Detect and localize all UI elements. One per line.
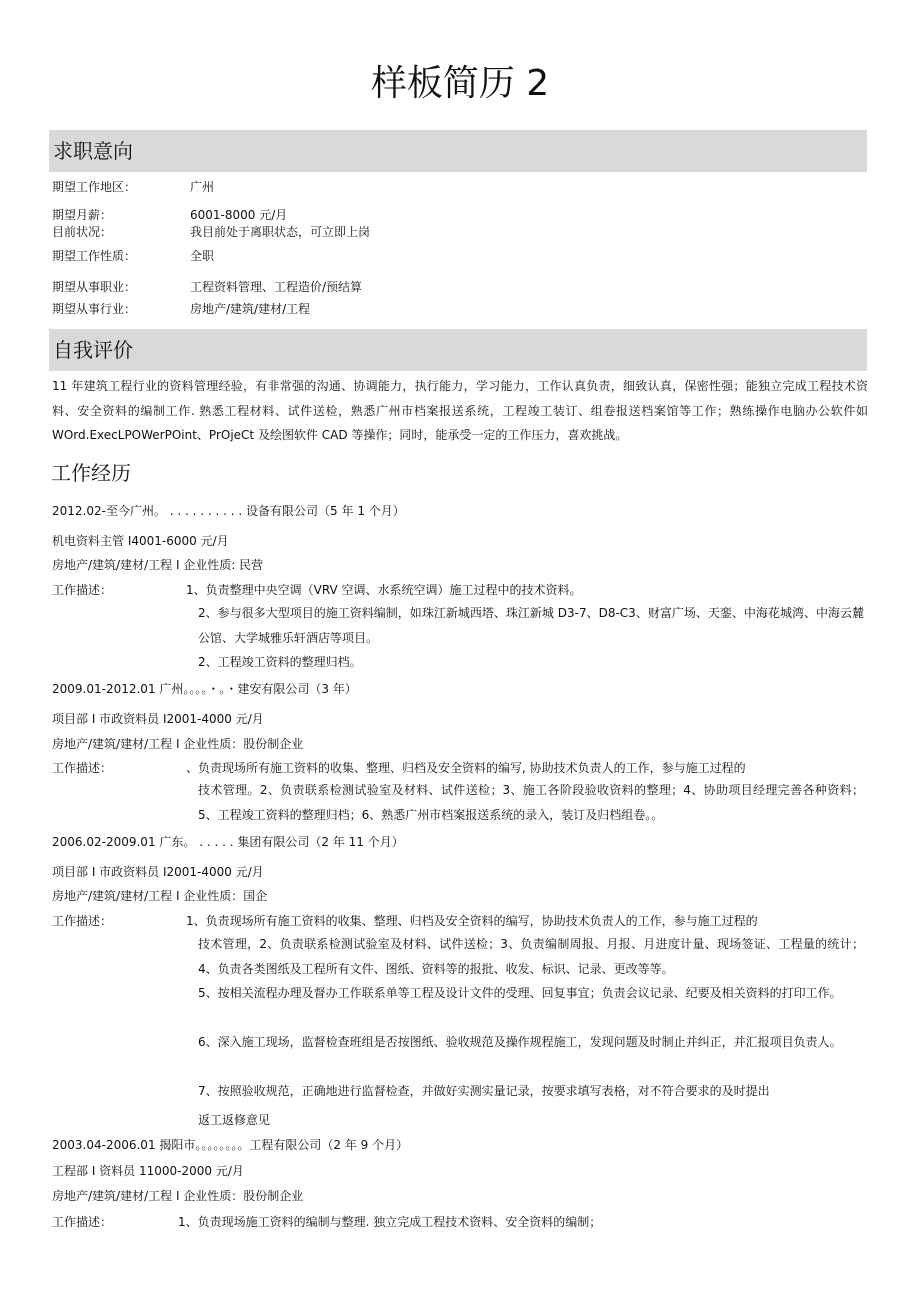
intent-label: 目前状况：	[52, 225, 113, 239]
job-desc-line: 1、负责现场所有施工资料的收集、整理、归档及安全资料的编写，协助技术负责人的工作，参与施工过程的	[186, 914, 758, 928]
job-desc-label: 工作描述：	[52, 583, 113, 597]
job-position: 工程部 I 资料员 11000-2000 元/月	[52, 1164, 244, 1178]
intent-value: 工程资料管理、工程造价/预结算	[190, 280, 363, 294]
intent-value: 6001-8000 元/月	[190, 208, 288, 222]
job-period: 2003.04-2006.01 揭阳市。。。。。。。。工程有限公司（2 年 9 个月）	[52, 1138, 409, 1152]
job-desc-item: 技术管理，2、负责联系检测试验室及材料、试件送检；3、负责编制周报、月报、月进度计量、现场签证、工程量的统计；4、负责各类图纸及工程所有文件、图纸、资料等的报批、收发、标识、记录、更改等等。	[198, 937, 864, 976]
intent-label: 期望月薪：	[52, 208, 113, 222]
job-position: 项目部 I 市政资料员 I2001-4000 元/月	[52, 712, 264, 726]
job-desc-item: 7、按照验收规范，正确地进行监督检查，并做好实测实量记录，按要求填写表格，对不符合要求的及时提出	[198, 1084, 770, 1098]
intent-value: 广州	[190, 180, 215, 194]
job-desc-label: 工作描述：	[52, 1215, 113, 1229]
job-position: 项目部 I 市政资料员 I2001-4000 元/月	[52, 865, 264, 879]
job-desc-item: 5、按相关流程办理及督办工作联系单等工程及设计文件的受理、回复事宜；负责会议记录、纪要及相关资料的打印工作。	[198, 986, 842, 1000]
job-desc-line: 1、负责整理中央空调（VRV 空调、水系统空调）施工过程中的技术资料。	[186, 583, 582, 597]
intent-value: 我目前处于离职状态，可立即上岗	[190, 225, 371, 239]
job-desc-item: 2、参与很多大型项目的施工资料编制，如珠江新城西塔、珠江新城 D3-7、D8-C3、财富广场、天銮、中海花城湾、中海云麓公馆、大学城雅乐轩酒店等项目。	[198, 606, 864, 645]
job-desc-label: 工作描述：	[52, 914, 113, 928]
intent-label: 期望工作地区：	[52, 180, 137, 194]
job-period: 2006.02-2009.01 广东。 . . . . . 集团有限公司（2 年 11 个月）	[52, 835, 404, 849]
job-industry: 房地产/建筑/建材/工程 I 企业性质：股份制企业	[52, 737, 304, 751]
job-desc-line: 1、负责现场施工资料的编制与整理. 独立完成工程技术资料、安全资料的编制；	[178, 1215, 602, 1229]
section-heading-experience: 工作经历	[51, 461, 131, 485]
job-industry: 房地产/建筑/建材/工程 I 企业性质: 民营	[52, 558, 264, 572]
job-period: 2012.02-至今广州。 . . . . . . . . . . 设备有限公司（5 年 1 个月）	[52, 504, 405, 518]
job-position: 机电资料主管 I4001-6000 元/月	[52, 534, 229, 548]
job-desc-item: 2、工程竣工资料的整理归档。	[198, 655, 362, 669]
section-heading-intent: 求职意向	[49, 130, 867, 172]
intent-label: 期望工作性质：	[52, 249, 137, 263]
job-period: 2009.01-2012.01 广州。。。。・。・建安有限公司（3 年）	[52, 682, 357, 696]
intent-value: 房地产/建筑/建材/工程	[190, 302, 311, 316]
job-desc-item: 返工返修意见	[198, 1113, 271, 1127]
intent-label: 期望从事职业：	[52, 280, 137, 294]
page-title: 样板简历 2	[370, 63, 550, 104]
job-desc-item: 技术管理。2、负责联系检测试验室及材料、试件送检；3、施工各阶段验收资料的整理；4、协助项目经理完善各种资料；5、工程竣工资料的整理归档；6、熟悉广州市档案报送系统的录入，装订及归档组卷。。	[198, 783, 864, 822]
intent-label: 期望从事行业：	[52, 302, 137, 316]
section-heading-self: 自我评价	[49, 329, 867, 371]
job-industry: 房地产/建筑/建材/工程 I 企业性质：国企	[52, 889, 268, 903]
job-desc-item: 6、深入施工现场，监督检查班组是否按图纸、验收规范及操作规程施工，发现问题及时制止并纠正，并汇报项目负责人。	[198, 1035, 842, 1049]
intent-value: 全职	[190, 249, 215, 263]
job-industry: 房地产/建筑/建材/工程 I 企业性质：股份制企业	[52, 1189, 304, 1203]
job-desc-line: 、负责现场所有施工资料的收集、整理、归档及安全资料的编写, 协助技术负责人的工作，参与施工过程的	[186, 761, 746, 775]
job-desc-label: 工作描述：	[52, 761, 113, 775]
self-evaluation-text: 11 年建筑工程行业的资料管理经验，有非常强的沟通、协调能力，执行能力，学习能力，工作认真负责，细致认真，保密性强；能独立完成工程技术资料、安全资料的编制工作. 熟悉工程材料、试件送检，熟悉广州市档案报送系统，工程竣工装订、组卷报送档案馆等工作；熟练操作电脑办公软件如 WOrd.ExecLPOWerPOint、PrOjeCt 及绘图软件 CAD 等操作；同时，能承受一定的工作压力，喜欢挑战。	[52, 379, 868, 442]
